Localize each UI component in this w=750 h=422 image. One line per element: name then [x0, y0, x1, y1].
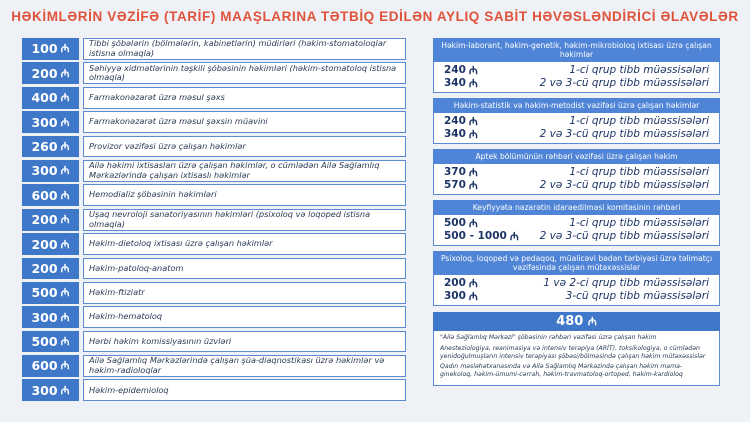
amount-badge: [22, 282, 79, 304]
amount-value: 480: [556, 314, 588, 329]
amount-badge: [22, 233, 79, 255]
currency-icon: ₼: [468, 290, 478, 303]
group-row: [444, 128, 709, 141]
list-item: [22, 282, 406, 304]
amount-value: [444, 166, 522, 179]
list-item: [22, 379, 406, 401]
currency-icon: ₼: [60, 261, 70, 275]
amount-number: 340: [444, 77, 466, 89]
row-label: 2 və 3-cü qrup tibb müəssisələri: [539, 77, 709, 89]
item-description: Hemodializ şöbəsinin həkimləri: [83, 184, 406, 206]
left-list: [22, 38, 406, 404]
amount-badge: [22, 160, 79, 182]
group-card: [433, 149, 720, 195]
currency-icon: ₼: [60, 139, 70, 153]
amount-value: 500: [31, 285, 58, 301]
amount-value: [444, 290, 522, 303]
currency-icon: ₼: [468, 128, 478, 141]
group-header: Psixoloq, loqoped və pedaqoq, müalicəvi bədən tərbiyəsi üzrə təlimatçı vəzifəsində çalışan mütəxəssislər: [433, 251, 720, 275]
row-label: 1-ci qrup tibb müəssisələri: [569, 64, 709, 76]
list-item: [22, 258, 406, 280]
currency-icon: ₼: [60, 359, 70, 373]
row-label: 1-ci qrup tibb müəssisələri: [569, 166, 709, 178]
currency-icon: ₼: [468, 217, 478, 230]
group-row: [444, 64, 709, 77]
amount-number: 340: [444, 128, 466, 140]
currency-icon: ₼: [468, 115, 478, 128]
list-item: [22, 38, 406, 60]
currency-icon: ₼: [468, 277, 478, 290]
group-body: [433, 62, 720, 93]
amount-number: 240: [444, 115, 466, 127]
note-text: "Ailə Sağlamlıq Mərkəzi" şöbəsinin rəhbəri vəzifəsi üzrə çalışan həkim: [440, 334, 657, 341]
group-row: [444, 230, 709, 243]
group-row: [444, 290, 709, 303]
currency-icon: ₼: [60, 66, 70, 80]
currency-icon: ₼: [60, 286, 70, 300]
amount-value: [444, 217, 522, 230]
item-description: Farmakonəzarət üzrə məsul şəxs: [83, 87, 406, 109]
row-label: 1 və 2-ci qrup tibb müəssisələri: [543, 277, 709, 289]
amount-value: [444, 179, 522, 192]
currency-icon: ₼: [468, 77, 478, 90]
group-header: Aptek bölümünün rəhbəri vəzifəsi üzrə çalışan həkim: [433, 149, 720, 164]
amount-value: 300: [31, 382, 58, 398]
note-text: Anesteziologiya, reanimasiya və intensiv terapiya (ARİT), toksikologiya, o cümlədən yenidoğulmuşların intensiv terapiyası şöbəsi/bölməsində çalışan həkim mütəxəssislər: [440, 344, 706, 360]
item-description: Uşaq nevroloji sanatoriyasının həkimləri (psixoloq və loqoped istisna olmaqla): [83, 209, 406, 231]
item-description: Ailə həkimi ixtisasları üzrə çalışan həkimlər, o cümlədən Ailə Sağlamlıq Mərkəzlərində çalışan ixtisaslı həkimlər: [83, 160, 406, 182]
page-title: HƏKİMLƏRİN VƏZİFƏ (TARİF) MAAŞLARINA TƏTBİQ EDİLƏN AYLIQ SABİT HƏVƏSLƏNDİRİCİ ƏLAVƏLƏR: [11, 9, 739, 24]
amount-value: 260: [31, 138, 58, 154]
item-description: Həkim-epidemioloq: [83, 379, 406, 401]
item-description: Tibbi şöbələrin (bölmələrin, kabinetlərin) müdirləri (həkim-stomatoloqlar istisna olmaqla): [83, 38, 406, 60]
list-item: [22, 306, 406, 328]
group-card: [433, 200, 720, 246]
currency-icon: ₼: [468, 179, 478, 192]
amount-badge: [22, 136, 79, 158]
currency-icon: ₼: [60, 115, 70, 129]
item-description: Provizor vəzifəsi üzrə çalışan həkimlər: [83, 136, 406, 158]
amount-value: [444, 64, 522, 77]
amount-number: 500 - 1000: [444, 230, 507, 242]
group-row: [444, 77, 709, 90]
row-label: 1-ci qrup tibb müəssisələri: [569, 217, 709, 229]
item-description: Həkim-ftiziatr: [83, 282, 406, 304]
amount-badge: [22, 62, 79, 84]
list-item: [22, 111, 406, 133]
group-row: [444, 166, 709, 179]
group-header: Keyfiyyətə nəzarətin idarəedilməsi komitəsinin rəhbəri: [433, 200, 720, 215]
amount-badge: [22, 306, 79, 328]
item-description: Ailə Sağlamlıq Mərkəzlərində çalışan şüa-diaqnostikası üzrə həkimlər və həkim-radioloqlar: [83, 355, 406, 377]
amount-badge: [22, 331, 79, 353]
group-body: [433, 164, 720, 195]
row-label: 2 və 3-cü qrup tibb müəssisələri: [539, 128, 709, 140]
row-label: 2 və 3-cü qrup tibb müəssisələri: [539, 179, 709, 191]
right-panel: [433, 38, 720, 386]
amount-value: 500: [31, 334, 58, 350]
notes-box: [433, 331, 720, 386]
group-body: [433, 275, 720, 306]
currency-icon: ₼: [60, 164, 70, 178]
list-item: [22, 62, 406, 84]
currency-icon: ₼: [587, 315, 597, 328]
item-description: Həkim-patoloq-anatom: [83, 258, 406, 280]
amount-number: 300: [444, 290, 466, 302]
item-description: Hərbi həkim komissiyasının üzvləri: [83, 331, 406, 353]
currency-icon: ₼: [60, 42, 70, 56]
list-item: [22, 184, 406, 206]
currency-icon: ₼: [60, 91, 70, 105]
amount-value: [444, 277, 522, 290]
list-item: [22, 233, 406, 255]
amount-value: [444, 115, 522, 128]
currency-icon: ₼: [60, 237, 70, 251]
amount-value: 200: [31, 212, 58, 228]
amount-badge: [22, 209, 79, 231]
group-card: [433, 98, 720, 144]
amount-value: 100: [31, 41, 58, 57]
amount-badge: [22, 258, 79, 280]
group-row: [444, 179, 709, 192]
row-label: 3-cü qrup tibb müəssisələri: [565, 290, 709, 302]
amount-value: 400: [31, 90, 58, 106]
group-card: [433, 251, 720, 306]
amount-value: [444, 77, 522, 90]
amount-value: 600: [31, 187, 58, 203]
amount-badge: [22, 379, 79, 401]
amount-value: 300: [31, 163, 58, 179]
item-description: Farmakonəzarət üzrə məsul şəxsin müavini: [83, 111, 406, 133]
row-label: 2 və 3-cü qrup tibb müəssisələri: [539, 230, 709, 242]
group-row: [444, 217, 709, 230]
amount-value: 300: [31, 309, 58, 325]
group-row: [444, 277, 709, 290]
group-header: Həkim-laborant, həkim-genetik, həkim-mikrobioloq ixtisası üzrə çalışan həkimlər: [433, 38, 720, 62]
amount-value: 600: [31, 358, 58, 374]
item-description: Həkim-hematoloq: [83, 306, 406, 328]
list-item: [22, 209, 406, 231]
row-label: 1-ci qrup tibb müəssisələri: [569, 115, 709, 127]
note-text: Qadın məsləhətxanasında və Ailə Sağlamlıq Mərkəzində çalışan həkim mama-ginekoloq, həkim-ümumi-cərrah, həkim-travmatoloq-ortoped, həkim-kardioloq: [440, 363, 683, 379]
group-body: [433, 113, 720, 144]
currency-icon: ₼: [60, 310, 70, 324]
amount-number: 570: [444, 179, 466, 191]
amount-badge-480: [433, 312, 720, 331]
amount-value: 300: [31, 114, 58, 130]
currency-icon: ₼: [60, 188, 70, 202]
list-item: [22, 136, 406, 158]
amount-number: 240: [444, 64, 466, 76]
amount-value: 200: [31, 65, 58, 81]
amount-value: [444, 128, 522, 141]
amount-badge: [22, 87, 79, 109]
amount-badge: [22, 38, 79, 60]
currency-icon: ₼: [468, 64, 478, 77]
currency-icon: ₼: [60, 213, 70, 227]
list-item: [22, 160, 406, 182]
amount-value: 200: [31, 260, 58, 276]
list-item: [22, 355, 406, 377]
group-header: Həkim-statistik və həkim-metodist vəzifəsi üzrə çalışan həkimlər: [433, 98, 720, 113]
group-body: [433, 215, 720, 246]
currency-icon: ₼: [468, 166, 478, 179]
amount-badge: [22, 111, 79, 133]
item-description: Səhiyyə xidmətlərinin təşkili şöbəsinin həkimləri (həkim-stomatoloq istisna olmaqla): [83, 62, 406, 84]
amount-number: 370: [444, 166, 466, 178]
amount-value: 200: [31, 236, 58, 252]
amount-badge: [22, 184, 79, 206]
amount-value: [444, 230, 522, 243]
item-description: Həkim-dietoloq ixtisası üzrə çalışan həkimlər: [83, 233, 406, 255]
group-card: [433, 38, 720, 93]
amount-number: 200: [444, 277, 466, 289]
amount-badge: [22, 355, 79, 377]
currency-icon: ₼: [509, 230, 519, 243]
currency-icon: ₼: [60, 383, 70, 397]
list-item: [22, 87, 406, 109]
currency-icon: ₼: [60, 335, 70, 349]
group-row: [444, 115, 709, 128]
amount-number: 500: [444, 217, 466, 229]
list-item: [22, 331, 406, 353]
